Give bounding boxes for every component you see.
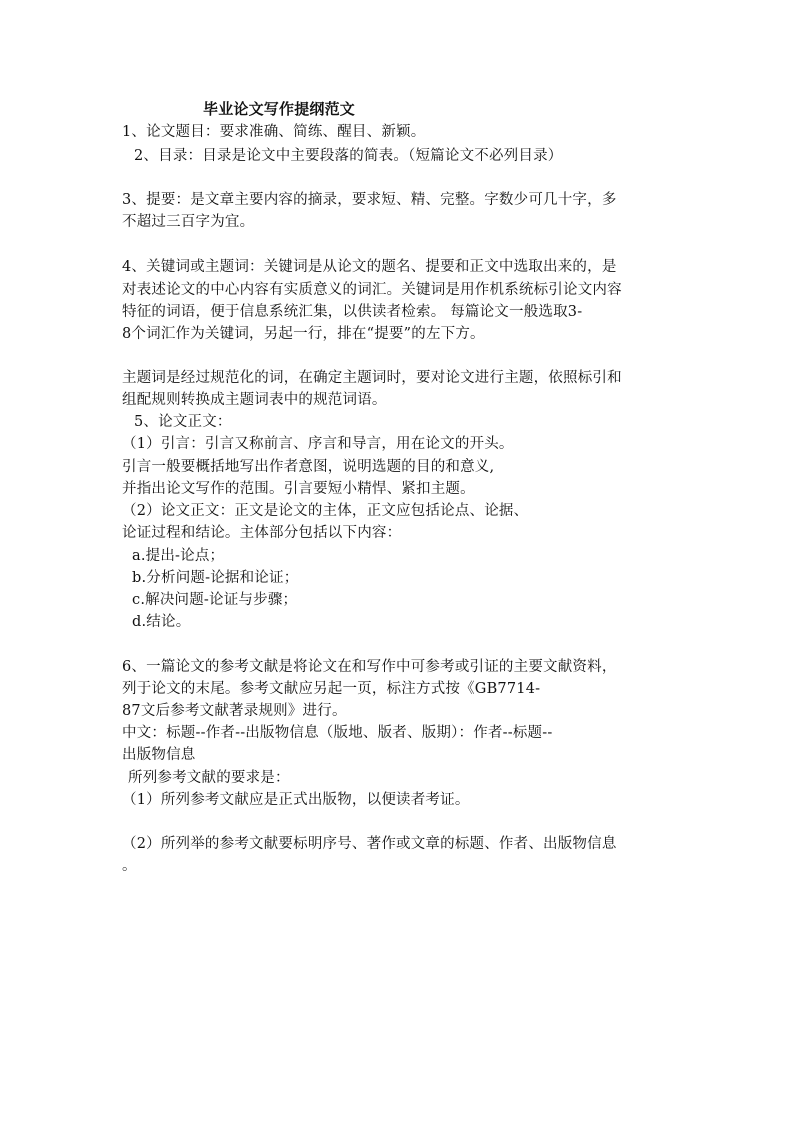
paragraph-line: 中文：标题--作者--出版物信息（版地、版者、版期）：作者--标题-- bbox=[122, 725, 553, 741]
paragraph-line: 对表述论文的中心内容有实质意义的词汇。关键词是用作机系统标引论文内容 bbox=[122, 282, 622, 298]
paragraph-line: 不超过三百字为宜。 bbox=[122, 214, 255, 230]
paragraph-line: 4、关键词或主题词：关键词是从论文的题名、提要和正文中选取出来的，是 bbox=[122, 259, 617, 275]
list-item: d.结论。 bbox=[132, 614, 191, 630]
list-item: a.提出-论点； bbox=[132, 548, 225, 564]
paragraph-line: 特征的词语，便于信息系统汇集，以供读者检索。 每篇论文一般选取3- bbox=[122, 304, 583, 320]
paragraph-line: （2）论文正文：正文是论文的主体，正文应包括论点、论据、 bbox=[122, 503, 529, 519]
paragraph-line: 6、一篇论文的参考文献是将论文在和写作中可参考或引证的主要文献资料， bbox=[122, 659, 617, 675]
paragraph-line: 组配规则转换成主题词表中的规范词语。 bbox=[122, 392, 387, 408]
paragraph-line: 所列参考文献的要求是： bbox=[128, 770, 290, 786]
paragraph-line: 2、目录：目录是论文中主要段落的简表。（短篇论文不必列目录） bbox=[134, 148, 563, 164]
paragraph-line: 5、论文正文： bbox=[134, 414, 232, 430]
paragraph-line: （1）引言：引言又称前言、序言和导言，用在论文的开头。 bbox=[122, 436, 514, 452]
paragraph-line: 。 bbox=[122, 858, 137, 874]
paragraph-line: 3、提要：是文章主要内容的摘录，要求短、精、完整。字数少可几十字，多 bbox=[122, 192, 617, 208]
paragraph-line: 论证过程和结论。主体部分包括以下内容： bbox=[122, 525, 402, 541]
paragraph-line: （1）所列参考文献应是正式出版物，以便读者考证。 bbox=[122, 792, 470, 808]
paragraph-line: 87文后参考文献著录规则》进行。 bbox=[122, 703, 347, 719]
paragraph-line: 并指出论文写作的范围。引言要短小精悍、紧扣主题。 bbox=[122, 481, 475, 497]
paragraph-line: 主题词是经过规范化的词，在确定主题词时，要对论文进行主题，依照标引和 bbox=[122, 370, 622, 386]
paragraph-line: 8个词汇作为关键词，另起一行，排在“提要”的左下方。 bbox=[122, 326, 485, 342]
paragraph-line: 出版物信息 bbox=[122, 747, 196, 763]
paragraph-line: （2）所列举的参考文献要标明序号、著作或文章的标题、作者、出版物信息 bbox=[122, 836, 617, 852]
list-item: b.分析问题-论据和论证； bbox=[132, 570, 299, 586]
paragraph-line: 引言一般要概括地写出作者意图，说明选题的目的和意义, bbox=[122, 459, 495, 475]
document-title: 毕业论文写作提纲范文 bbox=[203, 100, 356, 118]
paragraph-line: 列于论文的末尾。参考文献应另起一页，标注方式按《GB7714- bbox=[122, 681, 541, 697]
paragraph-line: 1、论文题目：要求准确、简练、醒目、新颖。 bbox=[122, 124, 426, 140]
list-item: c.解决问题-论证与步骤； bbox=[132, 592, 298, 608]
